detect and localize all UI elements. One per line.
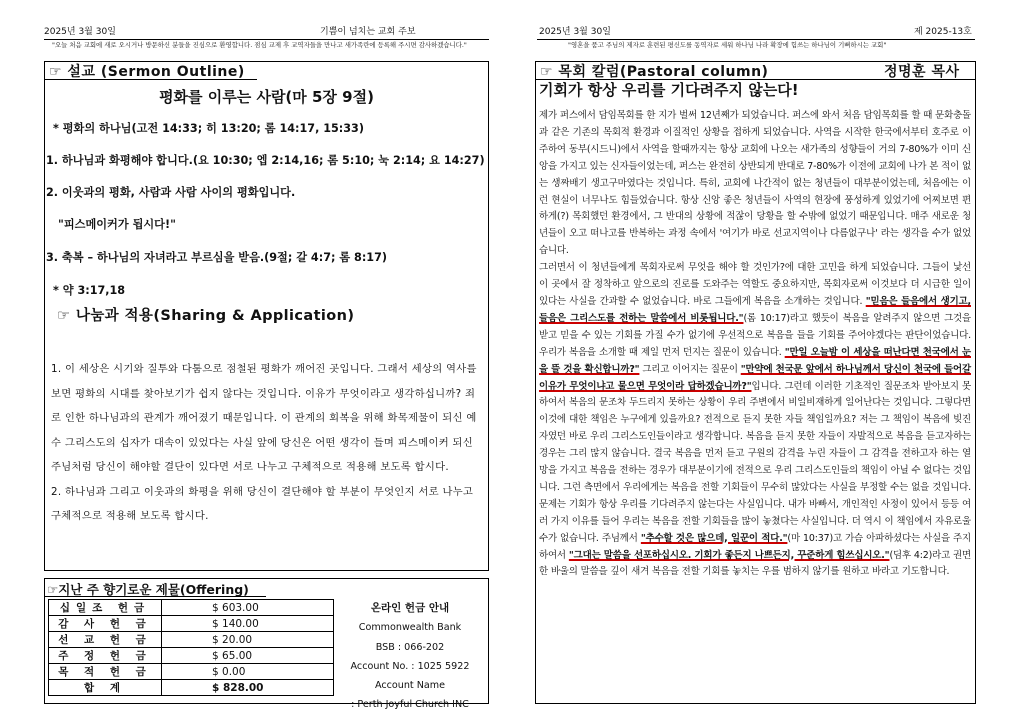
column-title: 기회가 항상 우리를 기다려주지 않는다! [539,81,799,99]
offering-title-underline [44,596,266,597]
online-giving-info [335,599,485,715]
offering-label: 주 정 헌 금 [49,648,162,664]
sermon-outline-box [44,61,489,571]
offering-label: 감 사 헌 금 [49,616,162,632]
column-author: 정명훈 목사 [884,64,960,80]
offering-amount: $ 0.00 [162,664,334,680]
header-rule-left [44,39,489,40]
column-text: 그리고 이어지는 질문이 [639,363,741,375]
table-row [49,648,334,664]
offering-amount: $ 20.00 [162,632,334,648]
left-date: 2025년 3월 30일 [44,27,116,37]
table-row [49,600,334,616]
offering-table [48,599,334,696]
bank-bsb: BSB : 066-202 [375,641,445,653]
sermon-box-title: ☞ 설교 (Sermon Outline) [49,64,245,80]
welcome-motto: "오늘 처음 교회에 새로 오시거나 방문하신 분들을 진심으로 환영합니다. 점심 교제 후 교역자들을 만나고 새가족란에 등록해 주시면 감사하겠습니다." [52,41,467,49]
sermon-point-ref: * 약 3:17,18 [53,284,126,297]
church-motto: "영혼을 품고 주님의 제자로 훈련된 평신도를 동역자로 세워 하나님 나라 확장에 힘쓰는 하나님이 기뻐하시는 교회" [568,41,887,49]
bank-account-number: Account No. : 1025 5922 [350,660,470,672]
column-box-title: ☞ 목회 칼럼(Pastoral column) [540,64,769,80]
sermon-point-2: 2. 이웃과의 평화, 사람과 사람 사이의 평화입니다. [46,186,296,199]
bank-name: Commonwealth Bank [358,622,462,634]
column-paragraph-2 [539,260,971,581]
table-row [49,632,334,648]
title-underline [44,79,257,80]
bank-account-name-label: Account Name [374,680,446,692]
offering-amount: $ 603.00 [162,600,334,616]
sermon-point-1: 1. 하나님과 화평해야 합니다.(요 10:30; 엡 2:14,16; 롬 5:10; 눅 2:14; 요 14:27) [46,154,485,167]
column-quote-timothy: "그대는 말씀을 선포하십시오. 기회가 좋든지 나쁘든지, 꾸준하게 힘쓰십시오." [568,549,890,561]
offering-label: 목 적 헌 금 [49,664,162,680]
sharing-question-2: 2. 하나님과 그리고 이웃과의 화평을 위해 당신이 결단해야 할 부분이 무엇인지 서로 나누고 구체적으로 적용해 보도록 합시다. [51,485,474,522]
sermon-point-intro: * 평화의 하나님(고전 14:33; 히 13:20; 롬 14:17, 15:33) [53,122,364,135]
table-row [49,664,334,680]
column-body [539,108,971,581]
sermon-point-2-quote: "피스메이커가 됩시다!" [58,218,176,231]
column-text: (딤후 4:2)라고 권면한 바울의 말씀을 깊이 새겨 복음을 전할 기회를 놓치는 우를 범하지 않기를 원하고 바라고 기도합니다. [539,549,971,578]
issue-number: 제 2025-13호 [914,27,972,37]
column-question-2: "만약에 천국문 앞에서 하나님께서 당신이 천국에 들어갈 이유가 무엇이냐고 물으면 무엇이라 답하겠습니까?" [539,363,971,392]
table-row [49,616,334,632]
offering-box [44,578,489,711]
offering-label: 선 교 헌 금 [49,632,162,648]
sharing-question-1: 1. 이 세상은 시기와 질투와 다툼으로 점철된 평화가 깨어진 곳입니다. 그래서 세상의 역사를 보면 평화의 시대를 찾아보기가 쉽지 않다는 것입니다. 이유가 무엇이라고 생각하십니까? 죄로 인한 하나님과의 관계가 깨어졌기 때문입니다. 이 관계의 회복을 위해 화목제물이 되신 예수 그리스도의 십자가 대속이 있었다는 사실 앞에 당신은 어떤 생각이 들며 피스메이커 되신 주님처럼 당신이 해야할 결단이 있다면 서로 나누고 구체적으로 적용해 보도록 합시다. [51,363,477,473]
column-quote-romans: "믿음은 들음에서 생기고, 들음은 그리스도를 전하는 말씀에서 비롯됩니다." [539,295,971,324]
header-rule-right [537,39,975,40]
column-paragraph-1: 제가 퍼스에서 담임목회를 한 지가 벌써 12년째가 되었습니다. 퍼스에 와서 처음 담임목회를 할 때 문화충돌과 같은 기존의 목회적 환경과 이질적인 상황을 접하게 되었습니다. 사역을 시작한 한국에서부터 호주로 이주하여 동부(시드니)에서 사역을 할때까지는 항상 교회에 나오는 새가족의 성향들이 거의 7-80%가 이미 신앙을 가지고 있는 신자들이었는데, 퍼스는 완전히 상반되게 반대로 7-80%가 이전에 교회에 나가 본 적이 없는 생짜배기 생고구마였다는 것입니다. 특히, 교회에 나간적이 없는 청년들이 대부분이었는데, 처음에는 이런 현실이 너무나도 힘들었습니다. 항상 신앙 좋은 청년들이 사역의 현장에 풍성하게 있었기에 어찌보면 편하게(?) 목회했던 환경에서, 그 반대의 상황에 적잖이 당황을 할 수밖에 없었기 때문입니다. 매주 새로운 청년들이 오고 떠나고를 반복하는 과정 속에서 '여기가 바로 선교지역이나 다름없구나' 라는 생각을 수가 없었습니다. [539,110,971,257]
offering-total-label: 합 계 [49,680,162,696]
offering-total-amount: $ 828.00 [162,680,334,696]
bank-account-name: : Perth Joyful Church INC [351,699,469,711]
online-giving-title: 온라인 헌금 안내 [370,602,450,614]
table-row [49,680,334,696]
column-text: 그러면서 이 청년들에게 목회자로써 무엇을 해야 할 것인가?에 대한 고민을 하게 되었습니다. 그들이 낯선 이 곳에서 잘 정착하고 앞으로의 진로를 도와주는 역할도 중요하지만, 목회자로써 이것보다 더 시급한 일이 있다는 사실을 간과할 수 없었습니다. 바로 그들에게 복음을 소개하는 것입니다. [539,262,971,307]
bulletin-title: 기쁨이 넘치는 교회 주보 [320,27,416,37]
sharing-questions [51,357,477,529]
sermon-title: 평화를 이루는 사람(마 5장 9절) [159,88,374,106]
offering-label: 십일조 헌금 [49,600,162,616]
sermon-point-3: 3. 축복 – 하나님의 자녀라고 부르심을 받음.(9절; 갈 4:7; 롬 8:17) [46,251,387,264]
right-date: 2025년 3월 30일 [539,27,611,37]
offering-amount: $ 65.00 [162,648,334,664]
column-question-1: "만일 오늘밤 이 세상을 떠난다면 천국에서 눈을 뜰 것을 확신합니까?" [539,346,971,375]
offering-title: ☞지난 주 향기로운 제물(Offering) [47,582,249,597]
column-text: (롬 10:17)라고 했듯이 복음을 알려주지 않으면 그것을 받고 믿을 수 있는 기회를 가질 수가 없기에 우선적으로 복음을 들을 기회를 주어야겠다는 판단이었습니다. 우리가 복음을 소개할 때 제일 먼저 던지는 질문이 있습니다. [539,312,971,358]
column-text: (마 10:37)고 가슴 아파하셨다는 사실을 주지하여서 [539,532,971,561]
offering-amount: $ 140.00 [162,616,334,632]
column-text: 입니다. 그런데 이러한 기초적인 질문조차 받아보지 못하여서 복음의 문조차 두드리지 못하는 상황이 우리 주변에서 비일비재하게 일어난다는 것입니다. 그렇다면 이것에 대한 책임은 누구에게 있을까요? 전적으로 듣지 못한 자들 책임일까요? 저는 그 책임이 복음에 빚진 자였던 바로 우리 그리스도인들이라고 생각합니다. 복음을 듣지 못한 자들이 자발적으로 복음을 듣고자하는 경우는 그리 많지 않습니다. 결국 복음을 먼저 듣고 구원의 감격을 누린 자들이 그 감격을 전하고자 하는 열망을 가지고 복음을 전하는 경우가 대부분이기에 전적으로 우리 그리스도인들의 책임이 아닐 수 없다는 것입니다. 그런 측면에서 우리에게는 복음을 전할 기회들이 무수히 많았다는 사실을 부정할 수는 없을 것입니다. 문제는 기회가 항상 우리를 기다려주지 않는다는 사실입니다. 내가 바빠서, 개인적인 사정이 있어서 등등 여러 가지 이유를 들어 우리는 복음을 전할 기회들을 많이 놓쳤다는 사실입니다. 더 역시 이 책임에서 자유로울 수가 없습니다. 주님께서 [539,380,972,544]
column-quote-matthew: "추수할 것은 많으데, 일꾼이 적다." [640,532,788,544]
sharing-title: ☞ 나눔과 적용(Sharing & Application) [57,308,355,324]
